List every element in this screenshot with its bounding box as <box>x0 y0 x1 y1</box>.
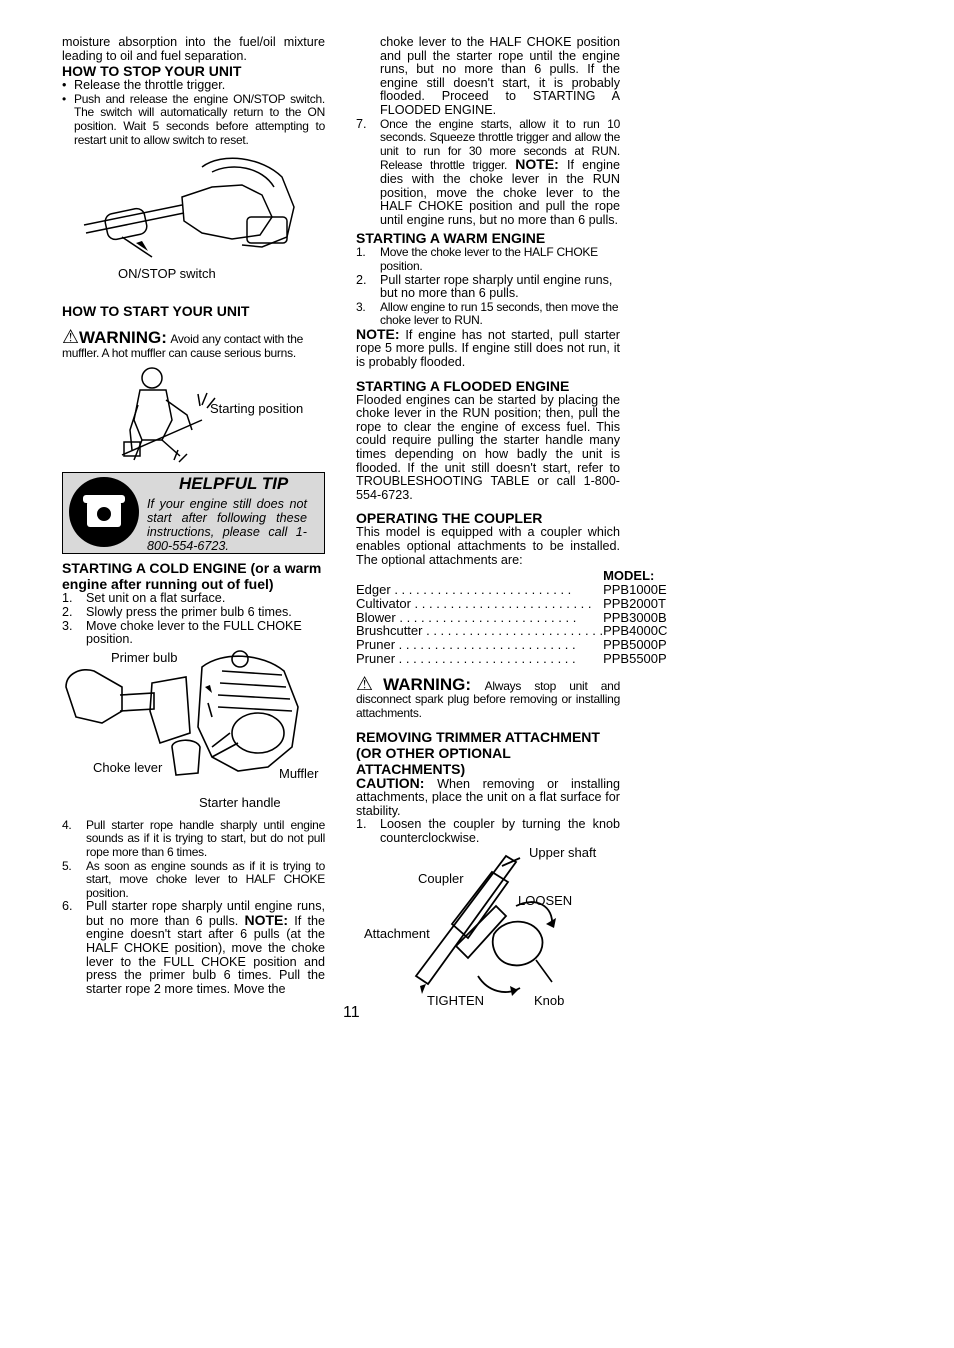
attachment-model: PPB5000P <box>603 637 667 653</box>
note-text: If engine has not started, pull starter rope 5 more pulls. If engine still does not run, it is probably flooded. <box>356 327 621 370</box>
step-number: 7. <box>356 116 367 131</box>
caution-text: When removing or installing attachments, place the unit on a flat surface for stability. <box>356 776 620 818</box>
table-row <box>356 611 667 625</box>
step-text: Once the engine starts, allow it to run 10 seconds. Squeeze throttle trigger and allow the unit to run for 30 more seconds at RUN. Release throttle trigger. <box>380 116 620 173</box>
attachment-name: Edger . . . . . . . . . . . . . . . . . . . . . . . . . <box>356 582 572 597</box>
warm-engine-heading: STARTING A WARM ENGINE <box>356 230 546 247</box>
step-text: Pull starter rope handle sharply until engine sounds as if it is trying to start, but do not pull rope more than 6 times. <box>86 817 325 859</box>
right-column <box>356 35 668 1016</box>
stop-bullet: • Push and release the engine ON/STOP switch. The switch will automatically return to the ON position. Wait 5 seconds before attempting to restart unit to allow switch to reset. <box>62 93 325 147</box>
coupler-heading: OPERATING THE COUPLER <box>356 510 543 527</box>
step-text: Move the choke lever to the HALF CHOKE position. <box>380 245 598 273</box>
note-label: NOTE: <box>356 325 400 342</box>
attachment-model: PPB2000T <box>603 595 666 611</box>
step-text: Allow engine to run 15 seconds, then move the choke lever to RUN. <box>380 299 619 328</box>
warning-block <box>62 327 325 360</box>
starter-handle-label: Starter handle <box>199 794 281 810</box>
step-number: 1. <box>356 245 366 260</box>
coupler-text: This model is equipped with a coupler which enables optional attachments to be installed. The optional attachments are: <box>356 525 620 567</box>
step-number: 1. <box>62 591 73 606</box>
starting-position-figure <box>62 360 325 468</box>
step-text: Pull starter rope sharply until engine runs, but no more than 6 pulls. <box>380 272 613 301</box>
attachment-model: PPB3000B <box>603 609 667 625</box>
warning-triangle-icon: ⚠ <box>356 673 384 695</box>
loosen-label: LOOSEN <box>518 892 573 908</box>
coupler-figure <box>356 846 620 1016</box>
caution-block <box>356 774 620 819</box>
flooded-engine-heading: STARTING A FLOODED ENGINE <box>356 377 570 394</box>
cold-step <box>62 900 325 996</box>
warning-word: WARNING: <box>383 674 471 694</box>
table-row <box>356 652 667 666</box>
step-text: Pull starter rope sharply until engine runs, but no more than 6 pulls. <box>86 899 325 928</box>
step-number: 6. <box>62 899 73 914</box>
note-label: NOTE: <box>515 156 559 173</box>
muffler-label: Muffler <box>279 765 319 781</box>
step-number: 2. <box>356 272 367 287</box>
step6-continued: choke lever to the HALF CHOKE position and pull the starter rope until the engine runs, but no more than 6 pulls. If the engine still doesn't start, it is probably flooded. Proceed to STARTING A FLOODED ENGINE. <box>380 35 620 117</box>
intro-text: moisture absorption into the fuel/oil mixture leading to oil and fuel separation. <box>62 35 325 63</box>
attachment-name: Brushcutter . . . . . . . . . . . . . . . . . . . . . . . . . <box>356 624 604 639</box>
trimmer-handle-illustration <box>62 147 325 285</box>
warm-step <box>356 301 620 328</box>
attachment-name: Pruner . . . . . . . . . . . . . . . . . . . . . . . . . <box>356 638 576 652</box>
step-text: If engine dies with the choke lever in the RUN position, move the choke lever to the HALF CHOKE position and pull the rope until engine runs, but no more than 6 pulls. <box>380 158 620 227</box>
upper-shaft-label: Upper shaft <box>529 844 597 860</box>
caution-label: CAUTION: <box>356 774 425 791</box>
trimmer-handle-figure <box>62 147 325 285</box>
step-number: 4. <box>62 817 72 832</box>
fig1-caption: ON/STOP switch <box>118 266 216 282</box>
attachment-label: Attachment <box>364 925 430 941</box>
flooded-text: Flooded engines can be started by placing the choke lever in the RUN position; then, pull the rope to clear the engine of excess fuel. This could require pulling the starter handle many times depending on how badly the unit is flooded. If the unit still doesn't start, refer to TROUBLESHOOTING TABLE or call 1-800-554-6723. <box>356 392 620 502</box>
cold-step <box>62 606 325 620</box>
remove-step <box>356 818 620 845</box>
tip-text: If your engine still does not start after following these instructions, please call 1-800-554-6723. <box>147 497 307 554</box>
step-text: If the engine doesn't start after 6 pulls (at the HALF CHOKE position), move the choke lever to the FULL CHOKE position and press the primer bulb 6 times. Pull the starter rope 2 more times. Move the <box>86 913 326 996</box>
cold-step <box>62 819 325 860</box>
stop-heading: HOW TO STOP YOUR UNIT <box>62 63 242 80</box>
warning-word: WARNING: <box>79 328 167 348</box>
cold-step <box>62 592 325 606</box>
cold-step <box>62 620 325 647</box>
coupler-label: Coupler <box>418 870 464 886</box>
step-text: Set unit on a flat surface. <box>86 591 226 606</box>
attachment-name: Cultivator . . . . . . . . . . . . . . . . . . . . . . . . . <box>356 596 592 611</box>
warning-text: Always stop unit and disconnect spark plug before removing or installing attachments. <box>356 678 621 720</box>
table-row <box>356 597 667 611</box>
step-number: 3. <box>62 618 73 633</box>
engine-controls-figure <box>62 647 325 819</box>
choke-lever-label: Choke lever <box>93 759 163 775</box>
stop-bullet: • Release the throttle trigger. <box>62 79 325 93</box>
primer-bulb-label: Primer bulb <box>111 649 178 665</box>
remove-heading: REMOVING TRIMMER ATTACHMENT (OR OTHER OPTIONAL ATTACHMENTS) <box>356 728 600 777</box>
step-number: 2. <box>62 604 73 619</box>
warning-text: Avoid any contact with the muffler. A hot muffler can cause serious burns. <box>62 332 304 360</box>
start-heading: HOW TO START YOUR UNIT <box>62 303 250 320</box>
cold-step <box>356 118 620 228</box>
step-text: Loosen the coupler by turning the knob counterclockwise. <box>380 817 620 845</box>
step-text: As soon as engine sounds as if it is trying to start, move choke lever to HALF CHOKE position. <box>86 858 325 900</box>
note-label: NOTE: <box>244 911 289 928</box>
step-text: Move choke lever to the FULL CHOKE position. <box>86 618 302 647</box>
tighten-label: TIGHTEN <box>427 992 485 1008</box>
cold-engine-heading: STARTING A COLD ENGINE (or a warm engine after running out of fuel) <box>62 560 322 593</box>
engine-controls-illustration <box>62 647 325 819</box>
step-number: 3. <box>356 299 366 314</box>
step-number: 5. <box>62 858 72 873</box>
attachment-name: Blower . . . . . . . . . . . . . . . . . . . . . . . . . <box>356 610 577 625</box>
step-number: 1. <box>356 817 367 832</box>
table-row <box>356 624 667 638</box>
left-column <box>62 36 325 996</box>
table-row <box>356 638 667 652</box>
attachment-model: PPB5500P <box>603 650 667 666</box>
warm-step <box>356 274 620 301</box>
knob-label: Knob <box>534 992 565 1008</box>
warning-triangle-icon: ⚠ <box>62 327 80 349</box>
attachment-model: PPB1000E <box>603 581 667 597</box>
page-number: 11 <box>343 1004 360 1021</box>
telephone-icon <box>69 477 139 547</box>
model-header: MODEL: <box>603 568 655 584</box>
warm-note <box>356 325 621 370</box>
warm-step <box>356 246 620 273</box>
cold-step <box>62 860 325 901</box>
step-text: Slowly press the primer bulb 6 times. <box>86 604 292 619</box>
attachments-table <box>356 569 667 666</box>
tip-title: HELPFUL TIP <box>179 474 289 494</box>
table-row <box>356 583 667 597</box>
table-header-row <box>356 569 667 583</box>
warning-block <box>356 673 621 721</box>
attachment-model: PPB4000C <box>603 623 668 639</box>
attachment-name: Pruner . . . . . . . . . . . . . . . . . . . . . . . . . <box>356 651 576 666</box>
fig2-caption: Starting position <box>210 401 304 417</box>
helpful-tip-box <box>62 472 325 554</box>
